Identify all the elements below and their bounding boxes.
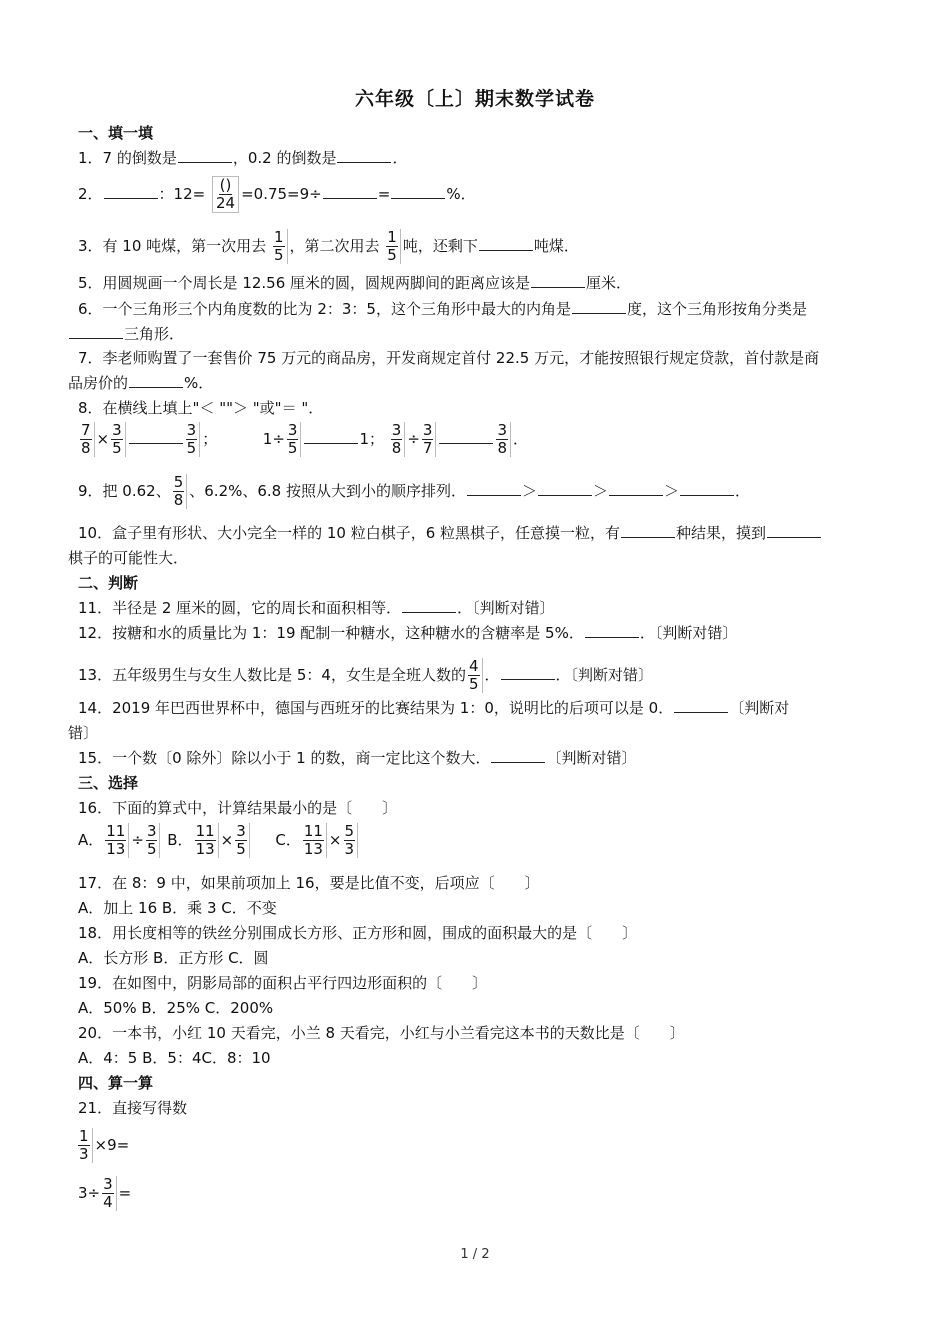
fraction: $\frac{3}{4}$	[102, 1176, 117, 1211]
section-heading-choice: 三、选择	[78, 774, 139, 792]
question-16-options: A． $\frac{11}{13}$ ÷ $\frac{3}{5}$ B． $\frac{11}{13}$ × $\frac{3}{5}$ C． $\frac{11}{13}$ × $\frac{5}{3}$	[78, 823, 360, 858]
answer-blank	[129, 373, 183, 388]
answer-blank	[609, 481, 663, 496]
answer-blank	[439, 429, 493, 444]
question-6-cont: 三角形．	[68, 323, 184, 345]
answer-blank	[479, 236, 533, 251]
answer-blank	[337, 148, 391, 163]
question-6: 6．一个三角形三个内角度数的比为 2：3：5，这个三角形中最大的内角是 度，这个三角形按角分类是	[78, 300, 807, 318]
fraction: $\frac{3}{8}$	[391, 422, 406, 457]
section-heading-calc: 四、算一算	[78, 1074, 154, 1092]
question-17-options: A．加上 16 B．乘 3 C．不变	[78, 899, 277, 917]
fraction: $\frac{3}{5}$	[287, 422, 302, 457]
section-heading-fill: 一、填一填	[78, 124, 154, 142]
fraction: $\frac{1}{3}$	[78, 1128, 93, 1163]
question-19-options: A．50% B．25% C．200%	[78, 999, 274, 1017]
answer-blank	[538, 481, 592, 496]
answer-blank	[467, 481, 521, 496]
fraction: $\frac{3}{5}$	[235, 823, 250, 858]
page-title: 六年级〔上〕期末数学试卷	[354, 88, 595, 110]
fraction: $\frac{3}{5}$	[186, 422, 201, 457]
question-8: 8．在横线上填上"＜ ""＞ "或"＝ "．	[78, 399, 324, 417]
fraction: $\frac{3}{5}$	[146, 823, 161, 858]
question-2: 2． ：12= $\frac{()}{24}$ =0.75=9÷ = %．	[78, 176, 476, 212]
question-18-options: A．长方形 B．正方形 C．圆	[78, 949, 269, 967]
question-12: 12．按糖和水的质量比为 1：19 配制一种糖水，这种糖水的含糖率是 5%． ．〔判断对错〕	[78, 624, 738, 642]
answer-blank	[104, 184, 158, 199]
fraction: $\frac{1}{5}$	[386, 229, 401, 264]
fraction: $\frac{5}{8}$	[173, 474, 188, 509]
question-20: 20．一本书，小红 10 天看完，小兰 8 天看完，小红与小兰看完这本书的天数比是〔 〕	[78, 1024, 685, 1042]
answer-blank	[531, 273, 585, 288]
answer-blank	[323, 184, 377, 199]
answer-blank	[402, 598, 456, 613]
page-number: 1 / 2	[460, 1247, 490, 1262]
answer-blank	[129, 429, 183, 444]
question-3: 3．有 10 吨煤，第一次用去 $\frac{1}{5}$ ，第二次用去 $\frac{1}{5}$ 吨，还剩下 吨煤．	[78, 228, 579, 264]
fraction: $\frac{11}{13}$	[195, 823, 219, 858]
answer-blank	[501, 665, 555, 680]
fraction: $\frac{11}{13}$	[303, 823, 327, 858]
answer-blank	[585, 623, 639, 638]
question-20-options: A．4：5 B．5：4C．8：10	[78, 1049, 271, 1067]
question-14-cont: 错〕	[68, 724, 99, 742]
question-8-expressions: $\frac{7}{8}$ × $\frac{3}{5}$ $\frac{3}{5}$ ； 1÷ $\frac{3}{5}$ 1； $\frac{3}{8}$ ÷ $\frac{3}{7}$ $\frac{3}{8}$ ．	[81, 421, 529, 457]
fraction: $\frac{3}{7}$	[422, 422, 437, 457]
question-15: 15．一个数〔0 除外〕除以小于 1 的数，商一定比这个数大． 〔判断对错〕	[78, 749, 637, 767]
answer-blank	[178, 148, 232, 163]
answer-blank	[69, 324, 123, 339]
answer-blank	[572, 299, 626, 314]
section-heading-judge: 二、判断	[78, 574, 139, 592]
answer-blank	[621, 523, 675, 538]
answer-blank	[767, 523, 821, 538]
fraction: $\frac{4}{5}$	[468, 658, 483, 693]
question-21-expr-1: $\frac{1}{3}$ ×9=	[79, 1127, 130, 1163]
question-7: 7．李老师购置了一套售价 75 万元的商品房，开发商规定首付 22.5 万元，才能按照银行规定贷款，首付款是商	[78, 349, 820, 367]
question-17: 17．在 8：9 中，如果前项加上 16，要是比值不变，后项应〔 〕	[78, 874, 540, 892]
answer-blank	[674, 698, 728, 713]
question-19: 19．在如图中，阴影局部的面积占平行四边形面积的〔 〕	[78, 974, 488, 992]
fraction: $\frac{11}{13}$	[105, 823, 129, 858]
question-7-cont: 品房价的 %．	[68, 374, 214, 392]
question-10: 10．盒子里有形状、大小完全一样的 10 粒白棋子，6 粒黑棋子，任意摸一粒，有 种结果，摸到	[78, 522, 822, 544]
fraction: $\frac{5}{3}$	[344, 823, 359, 858]
question-5: 5．用圆规画一个周长是 12.56 厘米的圆，圆规两脚间的距离应该是 厘米．	[78, 274, 632, 292]
question-16: 16．下面的算式中，计算结果最小的是〔 〕	[78, 799, 398, 817]
fraction: $\frac{()}{24}$	[212, 176, 239, 213]
fraction: $\frac{1}{5}$	[273, 229, 288, 264]
fraction: $\frac{3}{5}$	[111, 422, 126, 457]
question-10-cont: 棋子的可能性大．	[68, 549, 189, 567]
fraction: $\frac{7}{8}$	[80, 422, 95, 457]
answer-blank	[391, 184, 445, 199]
question-9: 9．把 0.62、 $\frac{5}{8}$ 、6.2%、6.8 按照从大到小的顺序排列． ＞ ＞ ＞ ．	[78, 473, 751, 509]
question-21: 21．直接写得数	[78, 1099, 188, 1117]
answer-blank	[491, 748, 545, 763]
question-21-expr-2: 3÷ $\frac{3}{4}$ =	[78, 1175, 132, 1211]
answer-blank	[680, 481, 734, 496]
question-11: 11．半径是 2 厘米的圆，它的周长和面积相等． ．〔判断对错〕	[78, 599, 555, 617]
question-1: 1．7 的倒数是 ，0.2 的倒数是 ．	[78, 149, 408, 167]
question-13: 13．五年级男生与女生人数比是 5：4，女生是全班人数的 $\frac{4}{5}$ ． ．〔判断对错〕	[78, 657, 654, 693]
question-14: 14．2019 年巴西世界杯中，德国与西班牙的比赛结果为 1：0，说明比的后项可以是 0． 〔判断对	[78, 699, 790, 717]
question-18: 18．用长度相等的铁丝分别围成长方形、正方形和圆，围成的面积最大的是〔 〕	[78, 924, 638, 942]
answer-blank	[304, 429, 358, 444]
fraction: $\frac{3}{8}$	[496, 422, 511, 457]
